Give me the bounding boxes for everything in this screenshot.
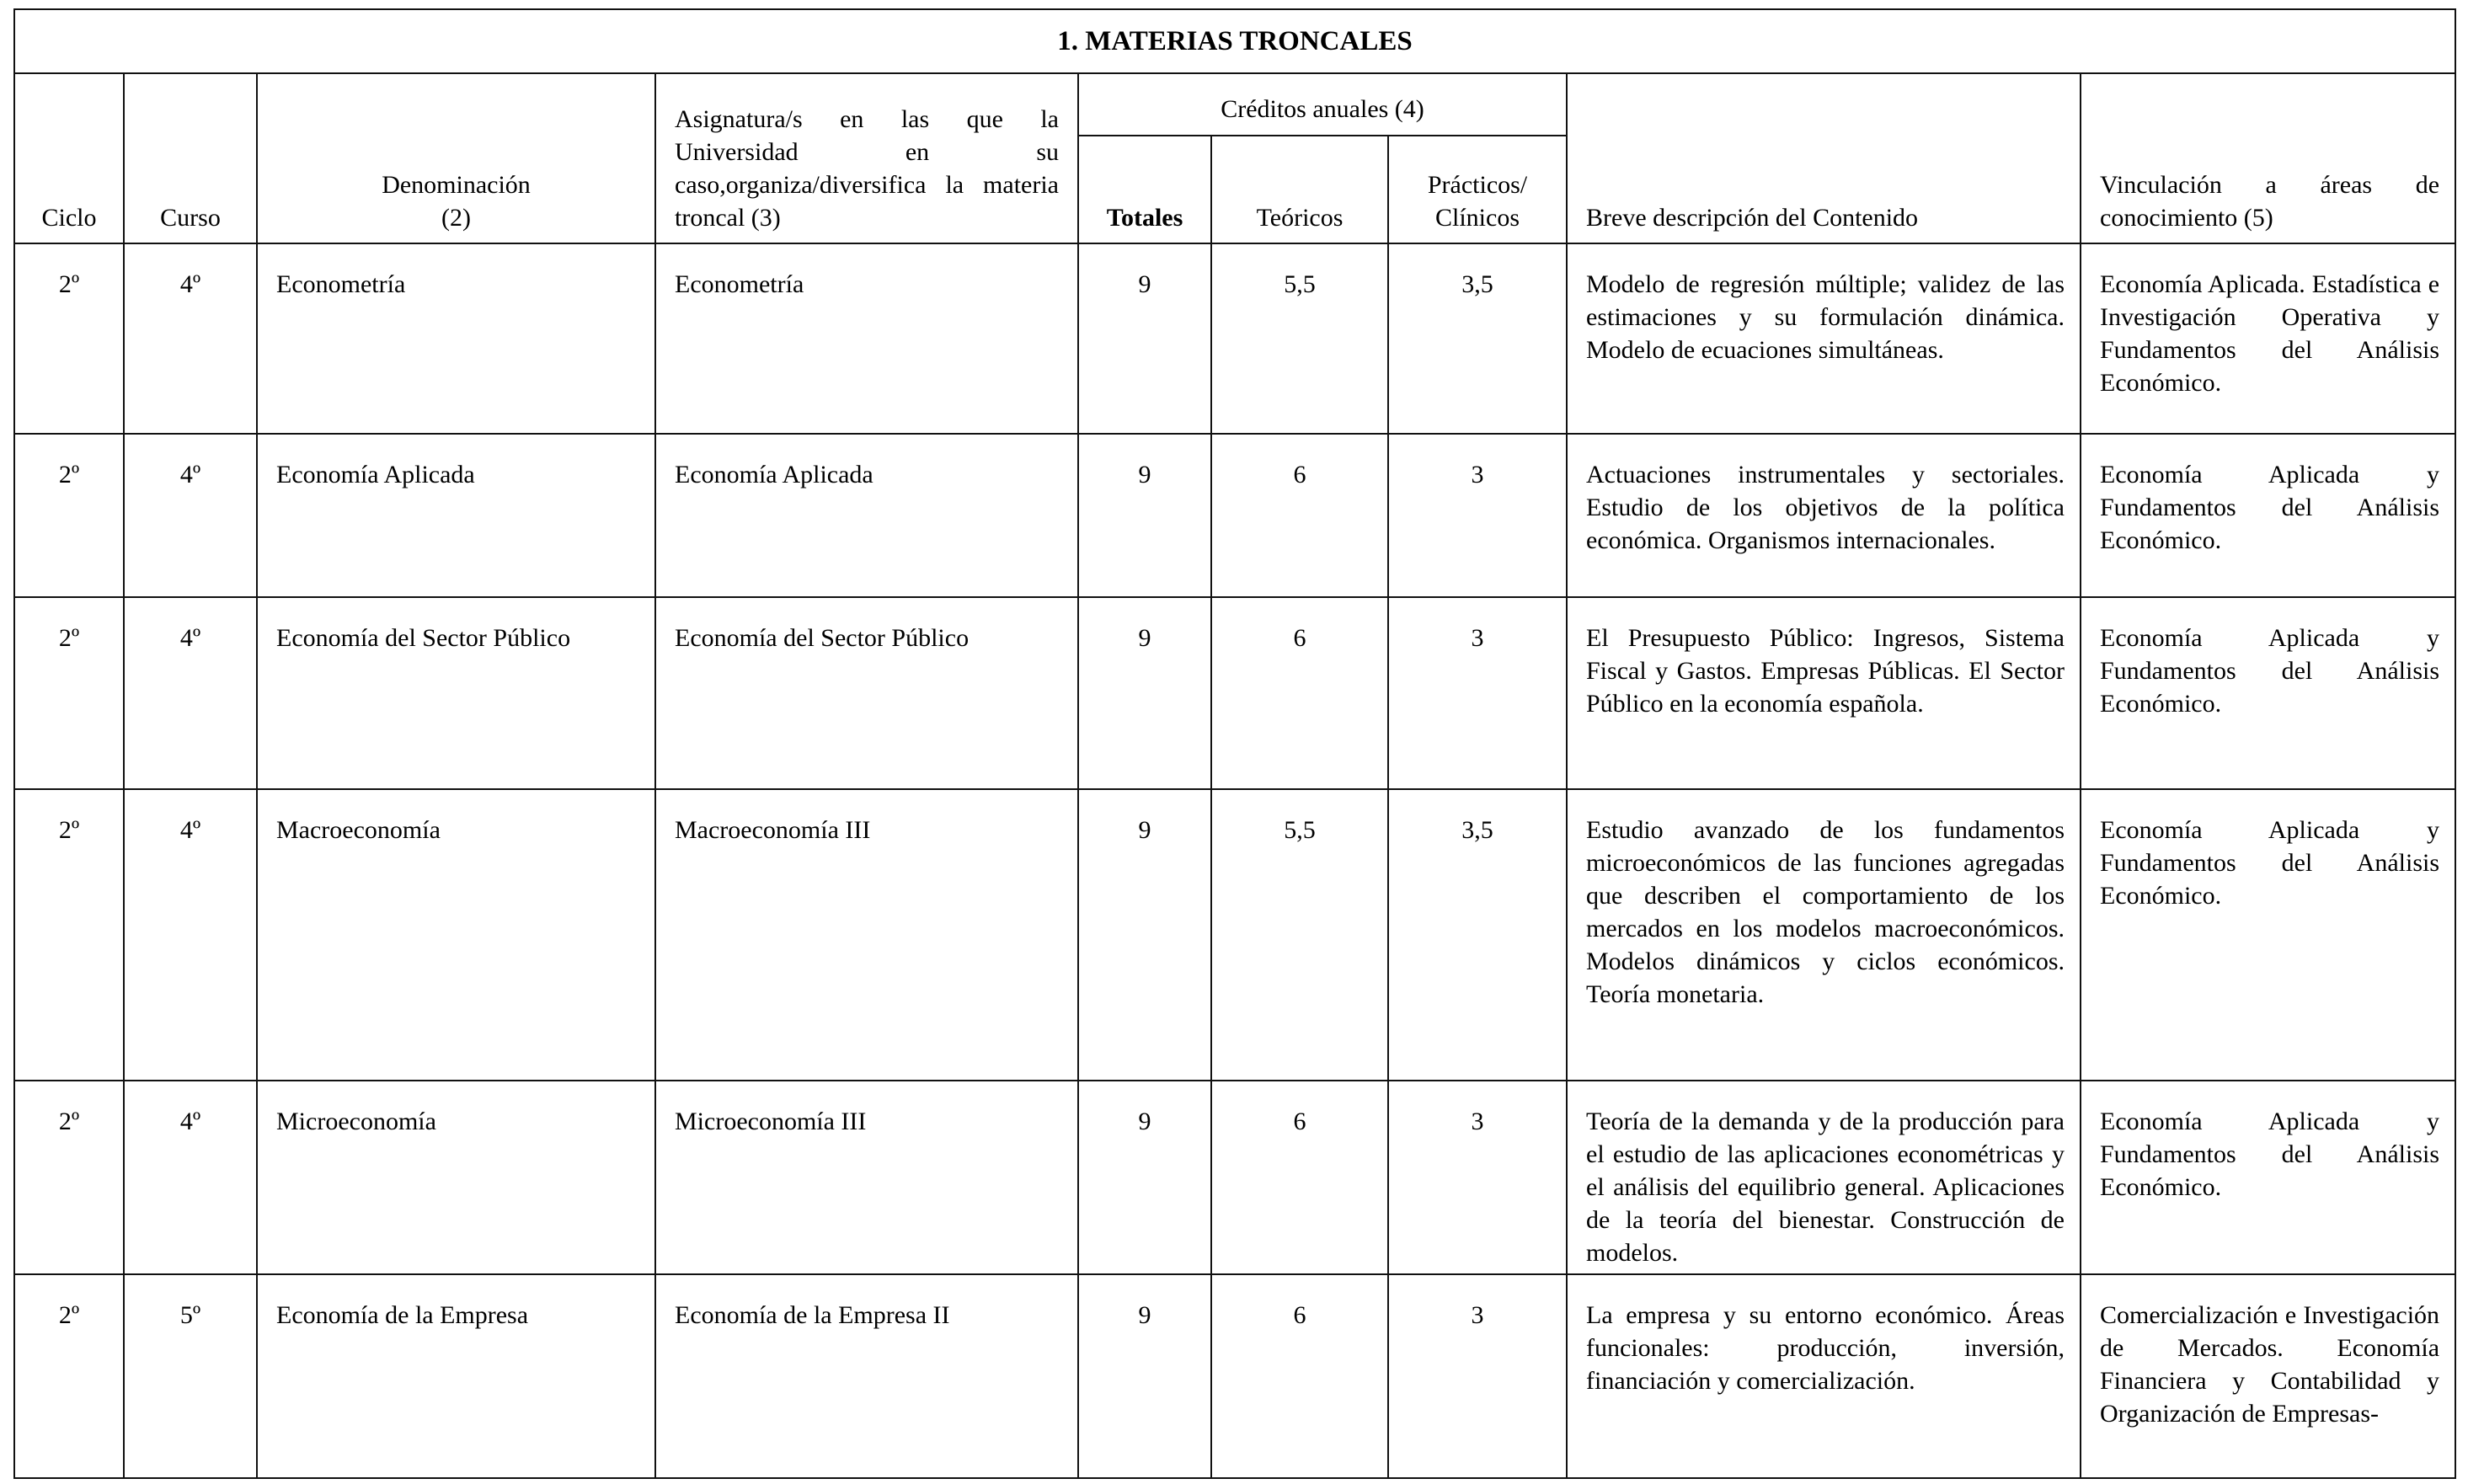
cell-curso: 4º — [124, 243, 257, 434]
cell-descripcion: Estudio avanzado de los fundamentos microeconómicos de las funciones agregadas que describen el comportamiento de los mercados en los modelos macroeconómicos. Modelos dinámicos y ciclos económicos. Teoría monetaria. — [1567, 789, 2081, 1081]
cell-practicos: 3 — [1388, 1081, 1567, 1274]
cell-descripcion: Modelo de regresión múltiple; validez de las estimaciones y su formulación dinámica. Modelo de ecuaciones simultáneas. — [1567, 243, 2081, 434]
header-denominacion-label: Denominación — [382, 171, 531, 199]
cell-totales: 9 — [1078, 597, 1211, 789]
cell-denominacion: Econometría — [257, 243, 655, 434]
cell-asignatura: Economía Aplicada — [655, 434, 1078, 597]
cell-practicos: 3 — [1388, 597, 1567, 789]
cell-teoricos: 6 — [1211, 434, 1388, 597]
cell-totales: 9 — [1078, 1081, 1211, 1274]
cell-practicos: 3,5 — [1388, 243, 1567, 434]
cell-vinculacion: Economía Aplicada y Fundamentos del Análisis Económico. — [2081, 597, 2455, 789]
cell-ciclo: 2º — [14, 597, 124, 789]
header-denominacion — [257, 73, 655, 243]
cell-totales: 9 — [1078, 434, 1211, 597]
materias-troncales-table — [13, 8, 2456, 1479]
cell-curso: 4º — [124, 597, 257, 789]
cell-curso: 5º — [124, 1274, 257, 1478]
cell-denominacion: Economía del Sector Público — [257, 597, 655, 789]
cell-vinculacion: Economía Aplicada y Fundamentos del Análisis Económico. — [2081, 1081, 2455, 1274]
table-row — [14, 1081, 2455, 1274]
table-row — [14, 243, 2455, 434]
cell-teoricos: 5,5 — [1211, 243, 1388, 434]
table-row — [14, 597, 2455, 789]
table-title: 1. MATERIAS TRONCALES — [14, 9, 2455, 73]
cell-curso: 4º — [124, 789, 257, 1081]
cell-curso: 4º — [124, 1081, 257, 1274]
cell-practicos: 3 — [1388, 1274, 1567, 1478]
header-ciclo: Ciclo — [14, 73, 124, 243]
document-page — [13, 8, 2455, 1479]
cell-ciclo: 2º — [14, 434, 124, 597]
table-row — [14, 1274, 2455, 1478]
cell-practicos: 3 — [1388, 434, 1567, 597]
cell-descripcion: El Presupuesto Público: Ingresos, Sistema Fiscal y Gastos. Empresas Públicas. El Sector Público en la economía española. — [1567, 597, 2081, 789]
header-row-1 — [14, 73, 2455, 136]
header-curso: Curso — [124, 73, 257, 243]
cell-ciclo: 2º — [14, 789, 124, 1081]
cell-teoricos: 6 — [1211, 597, 1388, 789]
cell-asignatura: Economía del Sector Público — [655, 597, 1078, 789]
cell-totales: 9 — [1078, 789, 1211, 1081]
cell-asignatura: Macroeconomía III — [655, 789, 1078, 1081]
header-creditos: Créditos anuales (4) — [1078, 73, 1567, 136]
title-row — [14, 9, 2455, 73]
cell-vinculacion: Comercialización e Investigación de Mercados. Economía Financiera y Contabilidad y Organización de Empresas- — [2081, 1274, 2455, 1478]
cell-denominacion: Macroeconomía — [257, 789, 655, 1081]
cell-ciclo: 2º — [14, 243, 124, 434]
cell-teoricos: 6 — [1211, 1081, 1388, 1274]
cell-asignatura: Economía de la Empresa II — [655, 1274, 1078, 1478]
cell-ciclo: 2º — [14, 1081, 124, 1274]
cell-denominacion: Economía de la Empresa — [257, 1274, 655, 1478]
table-row — [14, 789, 2455, 1081]
cell-descripcion: Teoría de la demanda y de la producción para el estudio de las aplicaciones econométricas y el análisis del equilibrio general. Aplicaciones de la teoría del bienestar. Construcción de modelos. — [1567, 1081, 2081, 1274]
cell-totales: 9 — [1078, 243, 1211, 434]
cell-vinculacion: Economía Aplicada. Estadística e Investigación Operativa y Fundamentos del Análisis Económico. — [2081, 243, 2455, 434]
cell-descripcion: La empresa y su entorno económico. Áreas funcionales: producción, inversión, financiación y comercialización. — [1567, 1274, 2081, 1478]
cell-ciclo: 2º — [14, 1274, 124, 1478]
cell-teoricos: 6 — [1211, 1274, 1388, 1478]
header-practicos: Prácticos/ Clínicos — [1388, 136, 1567, 243]
cell-vinculacion: Economía Aplicada y Fundamentos del Análisis Económico. — [2081, 434, 2455, 597]
header-teoricos: Teóricos — [1211, 136, 1388, 243]
cell-asignatura: Microeconomía III — [655, 1081, 1078, 1274]
cell-denominacion: Economía Aplicada — [257, 434, 655, 597]
header-asignatura: Asignatura/s en las que la Universidad en su caso,organiza/diversifica la materia troncal (3) — [655, 73, 1078, 243]
header-totales: Totales — [1078, 136, 1211, 243]
cell-denominacion: Microeconomía — [257, 1081, 655, 1274]
table-row — [14, 434, 2455, 597]
cell-teoricos: 5,5 — [1211, 789, 1388, 1081]
header-vinculacion: Vinculación a áreas de conocimiento (5) — [2081, 73, 2455, 243]
cell-vinculacion: Economía Aplicada y Fundamentos del Análisis Económico. — [2081, 789, 2455, 1081]
header-denominacion-note: (2) — [441, 204, 471, 232]
header-descripcion: Breve descripción del Contenido — [1567, 73, 2081, 243]
cell-asignatura: Econometría — [655, 243, 1078, 434]
cell-practicos: 3,5 — [1388, 789, 1567, 1081]
cell-totales: 9 — [1078, 1274, 1211, 1478]
cell-curso: 4º — [124, 434, 257, 597]
cell-descripcion: Actuaciones instrumentales y sectoriales. Estudio de los objetivos de la política económica. Organismos internacionales. — [1567, 434, 2081, 597]
